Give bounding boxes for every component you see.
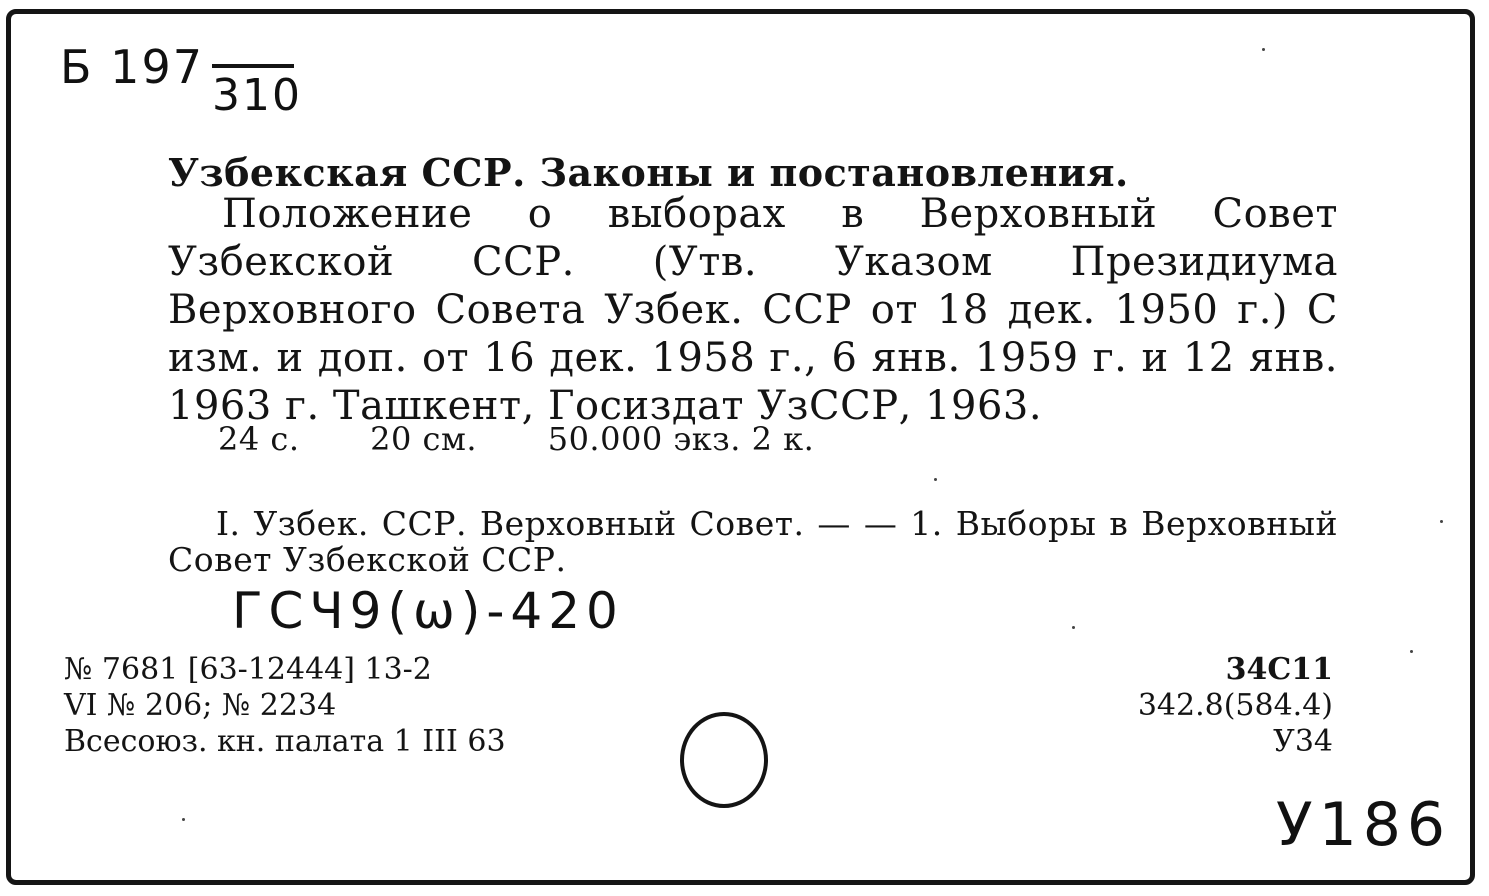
author-mark: У34 — [1273, 724, 1333, 759]
entry-collation — [218, 420, 814, 458]
entry-heading: Узбекская ССР. Законы и постановления. — [168, 150, 1129, 195]
bottom-mark-handwritten: У186 — [1276, 790, 1452, 860]
udc-code: 342.8(584.4) — [1137, 688, 1333, 723]
call-number-handwritten — [60, 40, 204, 94]
call-number-fraction-bar — [212, 64, 294, 68]
entry-body: Положение о выборах в Верховный Совет Узбекской ССР. (Утв. Указом Президиума Верховного Совета Узбек. ССР от 18 дек. 1950 г.) С изм. и доп. от 16 дек. 1958 г., 6 янв. 1959 г. и 12 янв. 1963 г. Ташкент, Госиздат УзССР, 1963. — [168, 191, 1338, 429]
meta-right — [1138, 652, 1333, 760]
meta-left-line-1: № 7681 [63-12444] 13-2 — [64, 652, 432, 687]
shelf-mark-handwritten: ГСЧ9(ω)-420 — [232, 582, 624, 640]
call-number-top: Б 197 — [60, 40, 204, 94]
classification-code: 34С11 — [1225, 652, 1333, 687]
scan-speck — [1072, 626, 1075, 629]
entry-tracings: I. Узбек. ССР. Верховный Совет. — — 1. Выборы в Верховный Совет Узбекской ССР. — [168, 504, 1338, 579]
card-hole-circle — [680, 712, 768, 808]
collation-print-run: 50.000 экз. 2 к. — [547, 420, 815, 458]
call-number-fraction: 310 — [212, 70, 302, 121]
meta-left-line-2: VI № 206; № 2234 — [64, 688, 337, 723]
scan-speck — [182, 818, 185, 821]
scan-speck — [1440, 520, 1443, 523]
scan-speck — [1262, 48, 1265, 51]
meta-left — [64, 652, 506, 760]
collation-size: 20 см. — [370, 420, 478, 458]
collation-pages: 24 с. — [218, 420, 300, 458]
scan-speck — [1410, 650, 1413, 653]
meta-left-line-3: Всесоюз. кн. палата 1 III 63 — [64, 724, 506, 759]
scan-speck — [934, 478, 937, 481]
